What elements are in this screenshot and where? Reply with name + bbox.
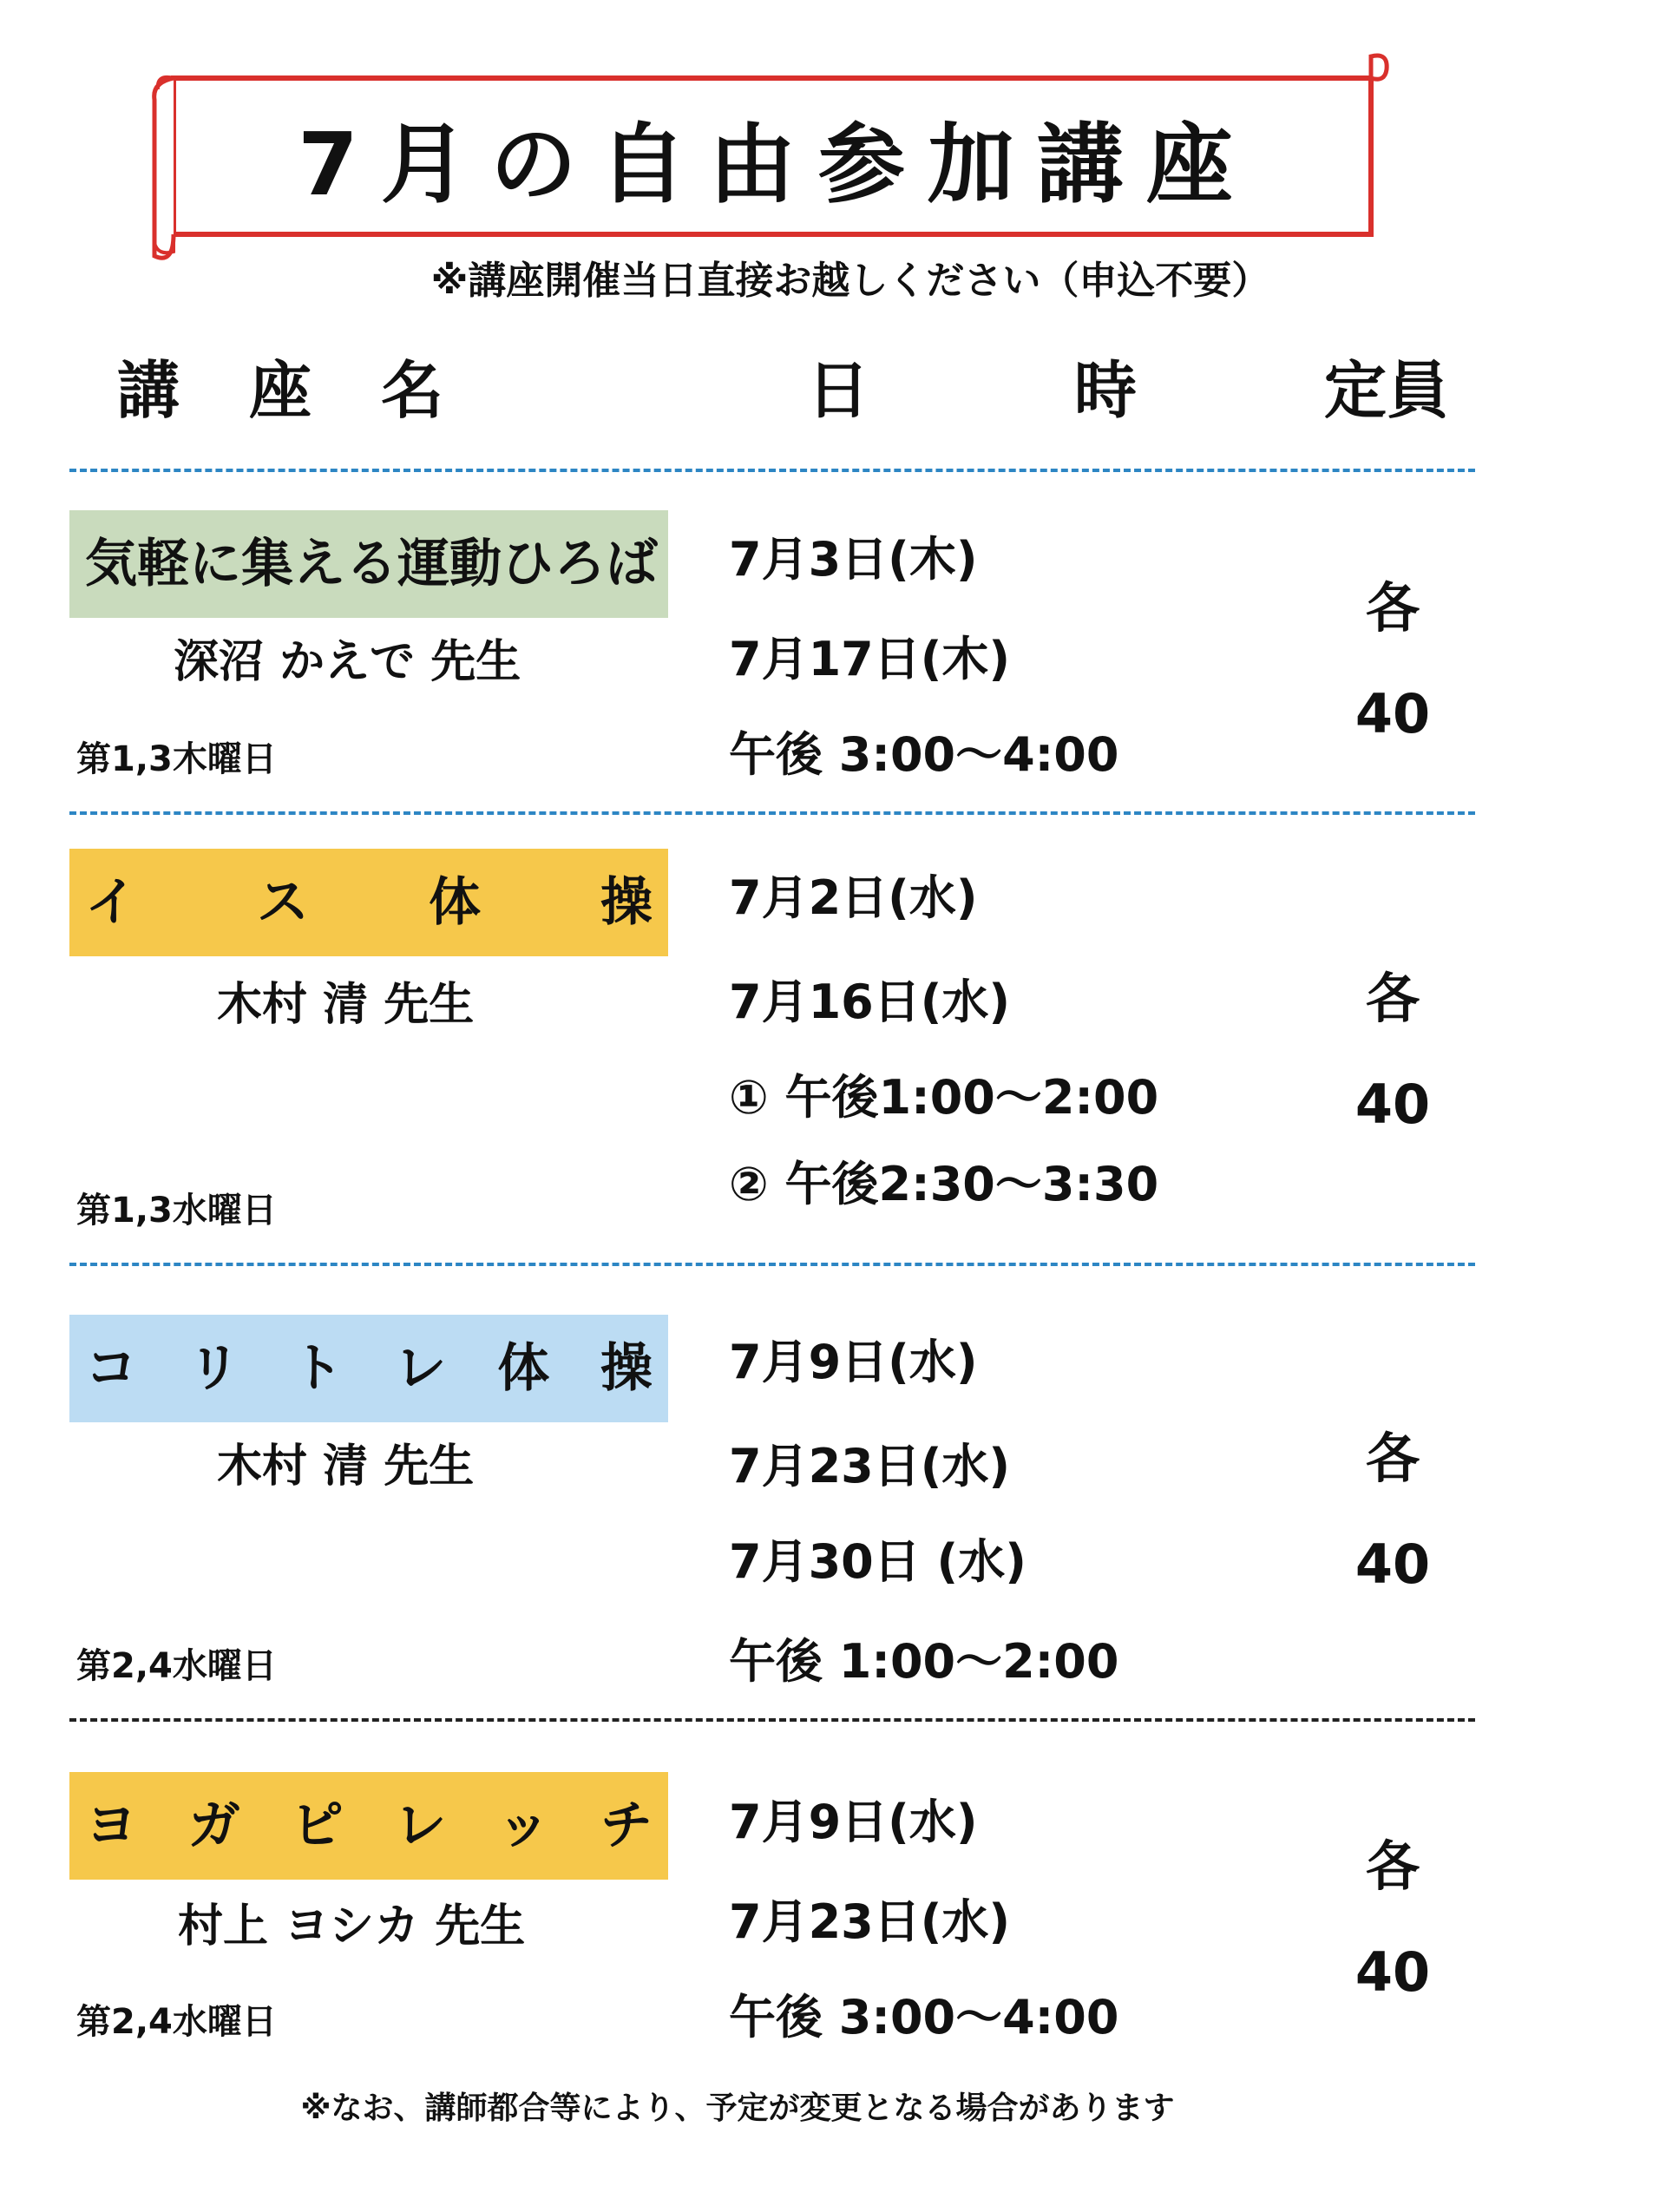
course-name-char: ス — [257, 872, 309, 933]
course-teacher: 深沼 かえで 先生 — [174, 636, 521, 688]
capacity-prefix: 各 — [1365, 1427, 1420, 1490]
course-capacity — [1336, 1814, 1449, 2025]
course-schedule: 第2,4水曜日 — [76, 1646, 277, 1686]
capacity-prefix: 各 — [1365, 967, 1420, 1030]
course-date-line: 7月16日(水) — [729, 975, 1011, 1029]
header-date-char: 時 — [1073, 354, 1137, 427]
course-date-line: 7月17日(木) — [729, 632, 1011, 686]
course-name: 気軽に集える運動ひろば — [69, 510, 668, 618]
course-schedule: 第1,3木曜日 — [76, 739, 277, 779]
course-teacher: 木村 清 先生 — [217, 1441, 475, 1493]
header-date-char: 日 — [807, 354, 870, 427]
capacity-number: 40 — [1354, 1533, 1431, 1596]
course-name-char: レ — [394, 1795, 447, 1856]
course-name-char: チ — [600, 1795, 653, 1856]
course-name — [69, 1772, 668, 1880]
course-name-char: 操 — [600, 1338, 653, 1399]
course-schedule: 第1,3水曜日 — [76, 1191, 277, 1231]
course-date-line: 7月3日(木) — [729, 532, 978, 587]
course-time-line: 午後 3:00～4:00 — [729, 1990, 1119, 2045]
separator-line — [69, 469, 1475, 472]
capacity-prefix: 各 — [1365, 576, 1420, 640]
course-teacher: 村上 ヨシカ 先生 — [178, 1900, 526, 1953]
course-capacity — [1336, 555, 1449, 767]
course-date-line: 7月23日(水) — [729, 1894, 1011, 1949]
course-name-char: 体 — [497, 1338, 550, 1399]
course-name-char: レ — [394, 1338, 447, 1399]
course-name-char: ピ — [291, 1795, 344, 1856]
page-title: 7月の自由参加講座 — [298, 114, 1256, 215]
course-name-char: 操 — [600, 872, 653, 933]
course-schedule: 第2,4水曜日 — [76, 2002, 277, 2042]
course-time-line: ① 午後1:00～2:00 — [729, 1070, 1159, 1125]
course-teacher: 木村 清 先生 — [217, 979, 475, 1031]
course-date-line: 7月30日 (水) — [729, 1534, 1026, 1589]
course-name — [69, 1315, 668, 1422]
capacity-number: 40 — [1354, 1940, 1431, 2004]
header-date — [807, 347, 1137, 434]
course-name-char: ヨ — [85, 1795, 137, 1856]
capacity-number: 40 — [1354, 682, 1431, 745]
course-name-char: コ — [85, 1338, 137, 1399]
notice-text: ※講座開催当日直接お越しください（申込不要） — [430, 259, 1270, 303]
separator-line — [69, 1718, 1475, 1722]
course-name — [69, 849, 668, 956]
separator-line — [69, 811, 1475, 815]
course-name-char: イ — [85, 872, 137, 933]
course-name-char: ッ — [497, 1795, 550, 1856]
course-date-line: 7月2日(水) — [729, 870, 978, 925]
course-date-line: 7月23日(水) — [729, 1439, 1011, 1493]
course-capacity — [1336, 1406, 1449, 1618]
footer-note: ※なお、講師都合等により、予定が変更となる場合があります — [300, 2091, 1175, 2126]
course-time-line: ② 午後2:30～3:30 — [729, 1157, 1159, 1211]
separator-line — [69, 1263, 1475, 1266]
header-capacity: 定員 — [1323, 354, 1449, 427]
course-time-line: 午後 3:00～4:00 — [729, 727, 1119, 782]
course-date-line: 7月9日(水) — [729, 1795, 978, 1849]
capacity-prefix: 各 — [1365, 1835, 1420, 1898]
course-capacity — [1336, 946, 1449, 1158]
course-name-char: ト — [291, 1338, 344, 1399]
course-date-line: 7月9日(水) — [729, 1335, 978, 1389]
course-name-char: 体 — [429, 872, 481, 933]
header-course-name: 講座名 — [117, 354, 514, 427]
course-name-char: ガ — [187, 1795, 240, 1856]
capacity-number: 40 — [1354, 1073, 1431, 1136]
course-time-line: 午後 1:00～2:00 — [729, 1634, 1119, 1689]
course-name-char: リ — [187, 1338, 240, 1399]
